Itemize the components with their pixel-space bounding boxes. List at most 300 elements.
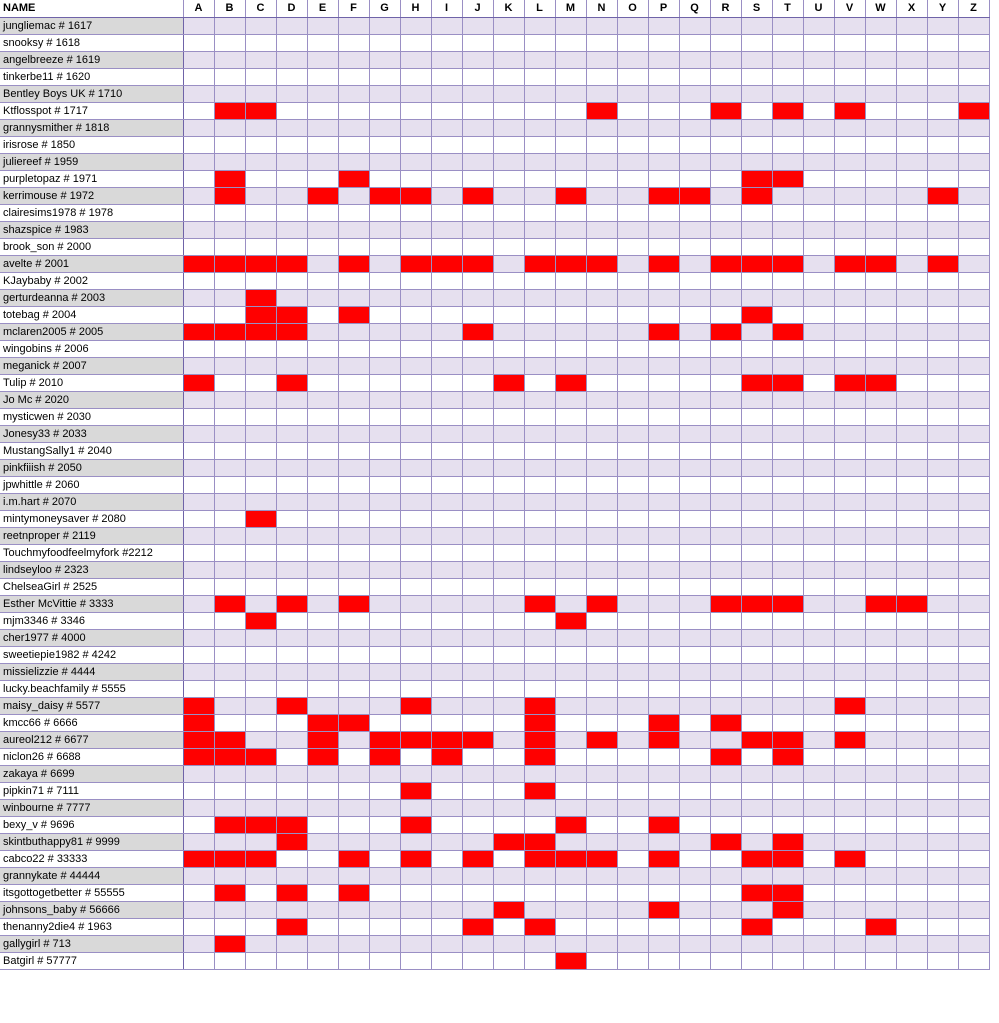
grid-cell-s[interactable] xyxy=(741,442,772,459)
grid-cell-w[interactable] xyxy=(865,816,896,833)
grid-cell-o[interactable] xyxy=(617,391,648,408)
grid-cell-r[interactable] xyxy=(710,782,741,799)
grid-cell-l[interactable] xyxy=(524,901,555,918)
grid-cell-q[interactable] xyxy=(679,629,710,646)
grid-cell-z[interactable] xyxy=(958,510,989,527)
grid-cell-q[interactable] xyxy=(679,323,710,340)
grid-cell-o[interactable] xyxy=(617,850,648,867)
grid-cell-f[interactable] xyxy=(338,374,369,391)
grid-cell-u[interactable] xyxy=(803,901,834,918)
grid-cell-h[interactable] xyxy=(400,289,431,306)
grid-cell-a[interactable] xyxy=(183,340,214,357)
name-column-header[interactable]: NAME xyxy=(0,0,183,17)
grid-cell-x[interactable] xyxy=(896,697,927,714)
grid-cell-q[interactable] xyxy=(679,102,710,119)
grid-cell-z[interactable] xyxy=(958,442,989,459)
grid-cell-z[interactable] xyxy=(958,68,989,85)
grid-cell-w[interactable] xyxy=(865,748,896,765)
grid-cell-i[interactable] xyxy=(431,442,462,459)
grid-cell-n[interactable] xyxy=(586,357,617,374)
grid-cell-y[interactable] xyxy=(927,850,958,867)
grid-cell-d[interactable] xyxy=(276,629,307,646)
grid-cell-k[interactable] xyxy=(493,680,524,697)
grid-cell-i[interactable] xyxy=(431,425,462,442)
grid-cell-e[interactable] xyxy=(307,578,338,595)
grid-cell-h[interactable] xyxy=(400,646,431,663)
grid-cell-m[interactable] xyxy=(555,731,586,748)
row-name-cell[interactable]: clairesims1978 # 1978 xyxy=(0,204,183,221)
grid-cell-j[interactable] xyxy=(462,17,493,34)
grid-cell-q[interactable] xyxy=(679,408,710,425)
marked-cell-d[interactable] xyxy=(276,306,307,323)
marked-cell-h[interactable] xyxy=(400,255,431,272)
grid-cell-u[interactable] xyxy=(803,391,834,408)
marked-cell-e[interactable] xyxy=(307,187,338,204)
grid-cell-g[interactable] xyxy=(369,884,400,901)
grid-cell-v[interactable] xyxy=(834,408,865,425)
grid-cell-b[interactable] xyxy=(214,340,245,357)
grid-cell-j[interactable] xyxy=(462,306,493,323)
grid-cell-e[interactable] xyxy=(307,544,338,561)
grid-cell-x[interactable] xyxy=(896,51,927,68)
marked-cell-h[interactable] xyxy=(400,187,431,204)
grid-cell-d[interactable] xyxy=(276,272,307,289)
grid-cell-i[interactable] xyxy=(431,374,462,391)
grid-cell-d[interactable] xyxy=(276,153,307,170)
grid-cell-a[interactable] xyxy=(183,357,214,374)
grid-cell-s[interactable] xyxy=(741,153,772,170)
grid-cell-r[interactable] xyxy=(710,510,741,527)
grid-cell-z[interactable] xyxy=(958,884,989,901)
grid-cell-y[interactable] xyxy=(927,561,958,578)
grid-cell-p[interactable] xyxy=(648,510,679,527)
grid-cell-p[interactable] xyxy=(648,459,679,476)
grid-cell-m[interactable] xyxy=(555,748,586,765)
grid-cell-s[interactable] xyxy=(741,612,772,629)
grid-cell-h[interactable] xyxy=(400,663,431,680)
marked-cell-e[interactable] xyxy=(307,714,338,731)
grid-cell-h[interactable] xyxy=(400,374,431,391)
grid-cell-v[interactable] xyxy=(834,459,865,476)
grid-cell-l[interactable] xyxy=(524,442,555,459)
grid-cell-e[interactable] xyxy=(307,561,338,578)
marked-cell-c[interactable] xyxy=(245,850,276,867)
grid-cell-a[interactable] xyxy=(183,680,214,697)
grid-cell-l[interactable] xyxy=(524,578,555,595)
grid-cell-g[interactable] xyxy=(369,102,400,119)
grid-cell-u[interactable] xyxy=(803,680,834,697)
grid-cell-d[interactable] xyxy=(276,476,307,493)
row-name-cell[interactable]: jpwhittle # 2060 xyxy=(0,476,183,493)
grid-cell-q[interactable] xyxy=(679,221,710,238)
grid-cell-z[interactable] xyxy=(958,408,989,425)
grid-cell-f[interactable] xyxy=(338,204,369,221)
grid-cell-y[interactable] xyxy=(927,833,958,850)
grid-cell-a[interactable] xyxy=(183,493,214,510)
grid-cell-a[interactable] xyxy=(183,272,214,289)
grid-cell-d[interactable] xyxy=(276,748,307,765)
marked-cell-t[interactable] xyxy=(772,374,803,391)
grid-cell-e[interactable] xyxy=(307,850,338,867)
grid-cell-o[interactable] xyxy=(617,187,648,204)
grid-cell-y[interactable] xyxy=(927,272,958,289)
grid-cell-v[interactable] xyxy=(834,187,865,204)
grid-cell-v[interactable] xyxy=(834,425,865,442)
grid-cell-g[interactable] xyxy=(369,680,400,697)
marked-cell-m[interactable] xyxy=(555,952,586,969)
grid-cell-c[interactable] xyxy=(245,680,276,697)
grid-cell-w[interactable] xyxy=(865,544,896,561)
grid-cell-x[interactable] xyxy=(896,867,927,884)
marked-cell-t[interactable] xyxy=(772,731,803,748)
grid-cell-o[interactable] xyxy=(617,102,648,119)
grid-cell-x[interactable] xyxy=(896,612,927,629)
grid-cell-d[interactable] xyxy=(276,442,307,459)
marked-cell-l[interactable] xyxy=(524,697,555,714)
row-name-cell[interactable]: cabco22 # 33333 xyxy=(0,850,183,867)
grid-cell-j[interactable] xyxy=(462,748,493,765)
grid-cell-b[interactable] xyxy=(214,238,245,255)
grid-cell-w[interactable] xyxy=(865,323,896,340)
grid-cell-n[interactable] xyxy=(586,748,617,765)
grid-cell-p[interactable] xyxy=(648,952,679,969)
marked-cell-k[interactable] xyxy=(493,901,524,918)
grid-cell-y[interactable] xyxy=(927,765,958,782)
marked-cell-t[interactable] xyxy=(772,170,803,187)
grid-cell-z[interactable] xyxy=(958,204,989,221)
grid-cell-q[interactable] xyxy=(679,680,710,697)
grid-cell-j[interactable] xyxy=(462,901,493,918)
grid-cell-l[interactable] xyxy=(524,680,555,697)
grid-cell-p[interactable] xyxy=(648,51,679,68)
grid-cell-z[interactable] xyxy=(958,493,989,510)
grid-cell-q[interactable] xyxy=(679,425,710,442)
grid-cell-v[interactable] xyxy=(834,221,865,238)
grid-cell-f[interactable] xyxy=(338,493,369,510)
grid-cell-i[interactable] xyxy=(431,85,462,102)
grid-cell-n[interactable] xyxy=(586,544,617,561)
grid-cell-o[interactable] xyxy=(617,816,648,833)
grid-cell-c[interactable] xyxy=(245,595,276,612)
grid-cell-a[interactable] xyxy=(183,816,214,833)
grid-cell-g[interactable] xyxy=(369,119,400,136)
grid-cell-w[interactable] xyxy=(865,221,896,238)
grid-cell-h[interactable] xyxy=(400,918,431,935)
grid-cell-w[interactable] xyxy=(865,510,896,527)
grid-cell-y[interactable] xyxy=(927,595,958,612)
grid-cell-z[interactable] xyxy=(958,748,989,765)
grid-cell-u[interactable] xyxy=(803,748,834,765)
grid-cell-e[interactable] xyxy=(307,272,338,289)
grid-cell-q[interactable] xyxy=(679,833,710,850)
grid-cell-m[interactable] xyxy=(555,901,586,918)
grid-cell-t[interactable] xyxy=(772,136,803,153)
grid-cell-p[interactable] xyxy=(648,765,679,782)
grid-cell-u[interactable] xyxy=(803,68,834,85)
grid-cell-t[interactable] xyxy=(772,663,803,680)
grid-cell-d[interactable] xyxy=(276,136,307,153)
grid-cell-r[interactable] xyxy=(710,221,741,238)
grid-cell-q[interactable] xyxy=(679,119,710,136)
grid-cell-k[interactable] xyxy=(493,119,524,136)
grid-cell-a[interactable] xyxy=(183,102,214,119)
grid-cell-k[interactable] xyxy=(493,731,524,748)
grid-cell-o[interactable] xyxy=(617,119,648,136)
grid-cell-d[interactable] xyxy=(276,102,307,119)
row-name-cell[interactable]: Ktflosspot # 1717 xyxy=(0,102,183,119)
grid-cell-i[interactable] xyxy=(431,187,462,204)
grid-cell-m[interactable] xyxy=(555,34,586,51)
grid-cell-t[interactable] xyxy=(772,629,803,646)
grid-cell-a[interactable] xyxy=(183,561,214,578)
grid-cell-l[interactable] xyxy=(524,884,555,901)
grid-cell-r[interactable] xyxy=(710,544,741,561)
grid-cell-m[interactable] xyxy=(555,425,586,442)
grid-cell-j[interactable] xyxy=(462,816,493,833)
grid-cell-y[interactable] xyxy=(927,527,958,544)
grid-cell-k[interactable] xyxy=(493,714,524,731)
marked-cell-j[interactable] xyxy=(462,323,493,340)
grid-cell-l[interactable] xyxy=(524,765,555,782)
grid-cell-d[interactable] xyxy=(276,357,307,374)
grid-cell-t[interactable] xyxy=(772,408,803,425)
grid-cell-y[interactable] xyxy=(927,884,958,901)
grid-cell-c[interactable] xyxy=(245,238,276,255)
grid-cell-n[interactable] xyxy=(586,425,617,442)
grid-cell-z[interactable] xyxy=(958,34,989,51)
grid-cell-u[interactable] xyxy=(803,153,834,170)
grid-cell-m[interactable] xyxy=(555,119,586,136)
grid-cell-x[interactable] xyxy=(896,238,927,255)
grid-cell-x[interactable] xyxy=(896,833,927,850)
grid-cell-v[interactable] xyxy=(834,799,865,816)
grid-cell-u[interactable] xyxy=(803,204,834,221)
grid-cell-m[interactable] xyxy=(555,527,586,544)
grid-cell-t[interactable] xyxy=(772,493,803,510)
grid-cell-y[interactable] xyxy=(927,68,958,85)
grid-cell-v[interactable] xyxy=(834,578,865,595)
grid-cell-b[interactable] xyxy=(214,782,245,799)
grid-cell-q[interactable] xyxy=(679,34,710,51)
grid-cell-w[interactable] xyxy=(865,714,896,731)
grid-cell-h[interactable] xyxy=(400,51,431,68)
grid-cell-o[interactable] xyxy=(617,357,648,374)
grid-cell-k[interactable] xyxy=(493,357,524,374)
column-header-r[interactable]: R xyxy=(710,0,741,17)
grid-cell-q[interactable] xyxy=(679,544,710,561)
grid-cell-l[interactable] xyxy=(524,493,555,510)
marked-cell-n[interactable] xyxy=(586,731,617,748)
grid-cell-b[interactable] xyxy=(214,17,245,34)
grid-cell-n[interactable] xyxy=(586,765,617,782)
grid-cell-j[interactable] xyxy=(462,833,493,850)
grid-cell-c[interactable] xyxy=(245,935,276,952)
grid-cell-w[interactable] xyxy=(865,561,896,578)
grid-cell-s[interactable] xyxy=(741,799,772,816)
grid-cell-p[interactable] xyxy=(648,442,679,459)
grid-cell-u[interactable] xyxy=(803,255,834,272)
marked-cell-d[interactable] xyxy=(276,918,307,935)
marked-cell-p[interactable] xyxy=(648,850,679,867)
grid-cell-n[interactable] xyxy=(586,221,617,238)
column-header-g[interactable]: G xyxy=(369,0,400,17)
grid-cell-c[interactable] xyxy=(245,731,276,748)
grid-cell-k[interactable] xyxy=(493,493,524,510)
grid-cell-z[interactable] xyxy=(958,646,989,663)
grid-cell-m[interactable] xyxy=(555,595,586,612)
grid-cell-g[interactable] xyxy=(369,153,400,170)
grid-cell-f[interactable] xyxy=(338,442,369,459)
grid-cell-y[interactable] xyxy=(927,17,958,34)
grid-cell-h[interactable] xyxy=(400,901,431,918)
grid-cell-k[interactable] xyxy=(493,255,524,272)
row-name-cell[interactable]: Batgirl # 57777 xyxy=(0,952,183,969)
grid-cell-b[interactable] xyxy=(214,119,245,136)
grid-cell-n[interactable] xyxy=(586,561,617,578)
grid-cell-k[interactable] xyxy=(493,629,524,646)
grid-cell-v[interactable] xyxy=(834,476,865,493)
grid-cell-k[interactable] xyxy=(493,425,524,442)
grid-cell-m[interactable] xyxy=(555,153,586,170)
grid-cell-u[interactable] xyxy=(803,544,834,561)
grid-cell-z[interactable] xyxy=(958,952,989,969)
grid-cell-b[interactable] xyxy=(214,765,245,782)
grid-cell-r[interactable] xyxy=(710,867,741,884)
grid-cell-q[interactable] xyxy=(679,136,710,153)
grid-cell-y[interactable] xyxy=(927,102,958,119)
grid-cell-c[interactable] xyxy=(245,357,276,374)
grid-cell-p[interactable] xyxy=(648,306,679,323)
grid-cell-b[interactable] xyxy=(214,646,245,663)
grid-cell-u[interactable] xyxy=(803,595,834,612)
grid-cell-x[interactable] xyxy=(896,901,927,918)
grid-cell-n[interactable] xyxy=(586,340,617,357)
grid-cell-t[interactable] xyxy=(772,799,803,816)
grid-cell-o[interactable] xyxy=(617,408,648,425)
grid-cell-o[interactable] xyxy=(617,578,648,595)
grid-cell-w[interactable] xyxy=(865,901,896,918)
grid-cell-a[interactable] xyxy=(183,204,214,221)
grid-cell-d[interactable] xyxy=(276,119,307,136)
grid-cell-d[interactable] xyxy=(276,493,307,510)
grid-cell-e[interactable] xyxy=(307,136,338,153)
grid-cell-x[interactable] xyxy=(896,136,927,153)
grid-cell-f[interactable] xyxy=(338,510,369,527)
grid-cell-d[interactable] xyxy=(276,408,307,425)
grid-cell-c[interactable] xyxy=(245,187,276,204)
grid-cell-c[interactable] xyxy=(245,34,276,51)
grid-cell-f[interactable] xyxy=(338,952,369,969)
marked-cell-r[interactable] xyxy=(710,748,741,765)
grid-cell-t[interactable] xyxy=(772,782,803,799)
grid-cell-i[interactable] xyxy=(431,17,462,34)
grid-cell-f[interactable] xyxy=(338,136,369,153)
grid-cell-t[interactable] xyxy=(772,476,803,493)
grid-cell-t[interactable] xyxy=(772,34,803,51)
grid-cell-f[interactable] xyxy=(338,68,369,85)
grid-cell-h[interactable] xyxy=(400,714,431,731)
grid-cell-o[interactable] xyxy=(617,510,648,527)
column-header-w[interactable]: W xyxy=(865,0,896,17)
grid-cell-s[interactable] xyxy=(741,119,772,136)
grid-cell-c[interactable] xyxy=(245,578,276,595)
marked-cell-p[interactable] xyxy=(648,731,679,748)
grid-cell-g[interactable] xyxy=(369,408,400,425)
grid-cell-x[interactable] xyxy=(896,357,927,374)
grid-cell-e[interactable] xyxy=(307,85,338,102)
grid-cell-x[interactable] xyxy=(896,408,927,425)
grid-cell-m[interactable] xyxy=(555,238,586,255)
grid-cell-k[interactable] xyxy=(493,306,524,323)
grid-cell-g[interactable] xyxy=(369,782,400,799)
marked-cell-a[interactable] xyxy=(183,731,214,748)
grid-cell-g[interactable] xyxy=(369,170,400,187)
grid-cell-g[interactable] xyxy=(369,765,400,782)
grid-cell-l[interactable] xyxy=(524,153,555,170)
grid-cell-g[interactable] xyxy=(369,850,400,867)
grid-cell-p[interactable] xyxy=(648,612,679,629)
grid-cell-z[interactable] xyxy=(958,357,989,374)
grid-cell-h[interactable] xyxy=(400,119,431,136)
grid-cell-o[interactable] xyxy=(617,425,648,442)
grid-cell-i[interactable] xyxy=(431,544,462,561)
grid-cell-x[interactable] xyxy=(896,476,927,493)
column-header-s[interactable]: S xyxy=(741,0,772,17)
grid-cell-s[interactable] xyxy=(741,510,772,527)
grid-cell-o[interactable] xyxy=(617,952,648,969)
grid-cell-y[interactable] xyxy=(927,289,958,306)
grid-cell-b[interactable] xyxy=(214,85,245,102)
grid-cell-i[interactable] xyxy=(431,510,462,527)
grid-cell-w[interactable] xyxy=(865,476,896,493)
grid-cell-y[interactable] xyxy=(927,238,958,255)
grid-cell-u[interactable] xyxy=(803,119,834,136)
grid-cell-r[interactable] xyxy=(710,306,741,323)
grid-cell-b[interactable] xyxy=(214,68,245,85)
grid-cell-v[interactable] xyxy=(834,119,865,136)
grid-cell-y[interactable] xyxy=(927,867,958,884)
grid-cell-z[interactable] xyxy=(958,901,989,918)
grid-cell-w[interactable] xyxy=(865,204,896,221)
grid-cell-x[interactable] xyxy=(896,119,927,136)
column-header-f[interactable]: F xyxy=(338,0,369,17)
marked-cell-w[interactable] xyxy=(865,918,896,935)
marked-cell-y[interactable] xyxy=(927,187,958,204)
grid-cell-g[interactable] xyxy=(369,697,400,714)
grid-cell-n[interactable] xyxy=(586,34,617,51)
grid-cell-z[interactable] xyxy=(958,221,989,238)
grid-cell-j[interactable] xyxy=(462,782,493,799)
grid-cell-g[interactable] xyxy=(369,578,400,595)
grid-cell-e[interactable] xyxy=(307,867,338,884)
grid-cell-c[interactable] xyxy=(245,867,276,884)
grid-cell-u[interactable] xyxy=(803,459,834,476)
grid-cell-p[interactable] xyxy=(648,221,679,238)
grid-cell-k[interactable] xyxy=(493,544,524,561)
grid-cell-u[interactable] xyxy=(803,629,834,646)
grid-cell-f[interactable] xyxy=(338,323,369,340)
grid-cell-o[interactable] xyxy=(617,136,648,153)
grid-cell-j[interactable] xyxy=(462,952,493,969)
grid-cell-i[interactable] xyxy=(431,799,462,816)
grid-cell-i[interactable] xyxy=(431,119,462,136)
grid-cell-a[interactable] xyxy=(183,153,214,170)
grid-cell-i[interactable] xyxy=(431,816,462,833)
grid-cell-k[interactable] xyxy=(493,646,524,663)
grid-cell-d[interactable] xyxy=(276,170,307,187)
grid-cell-r[interactable] xyxy=(710,170,741,187)
grid-cell-q[interactable] xyxy=(679,578,710,595)
